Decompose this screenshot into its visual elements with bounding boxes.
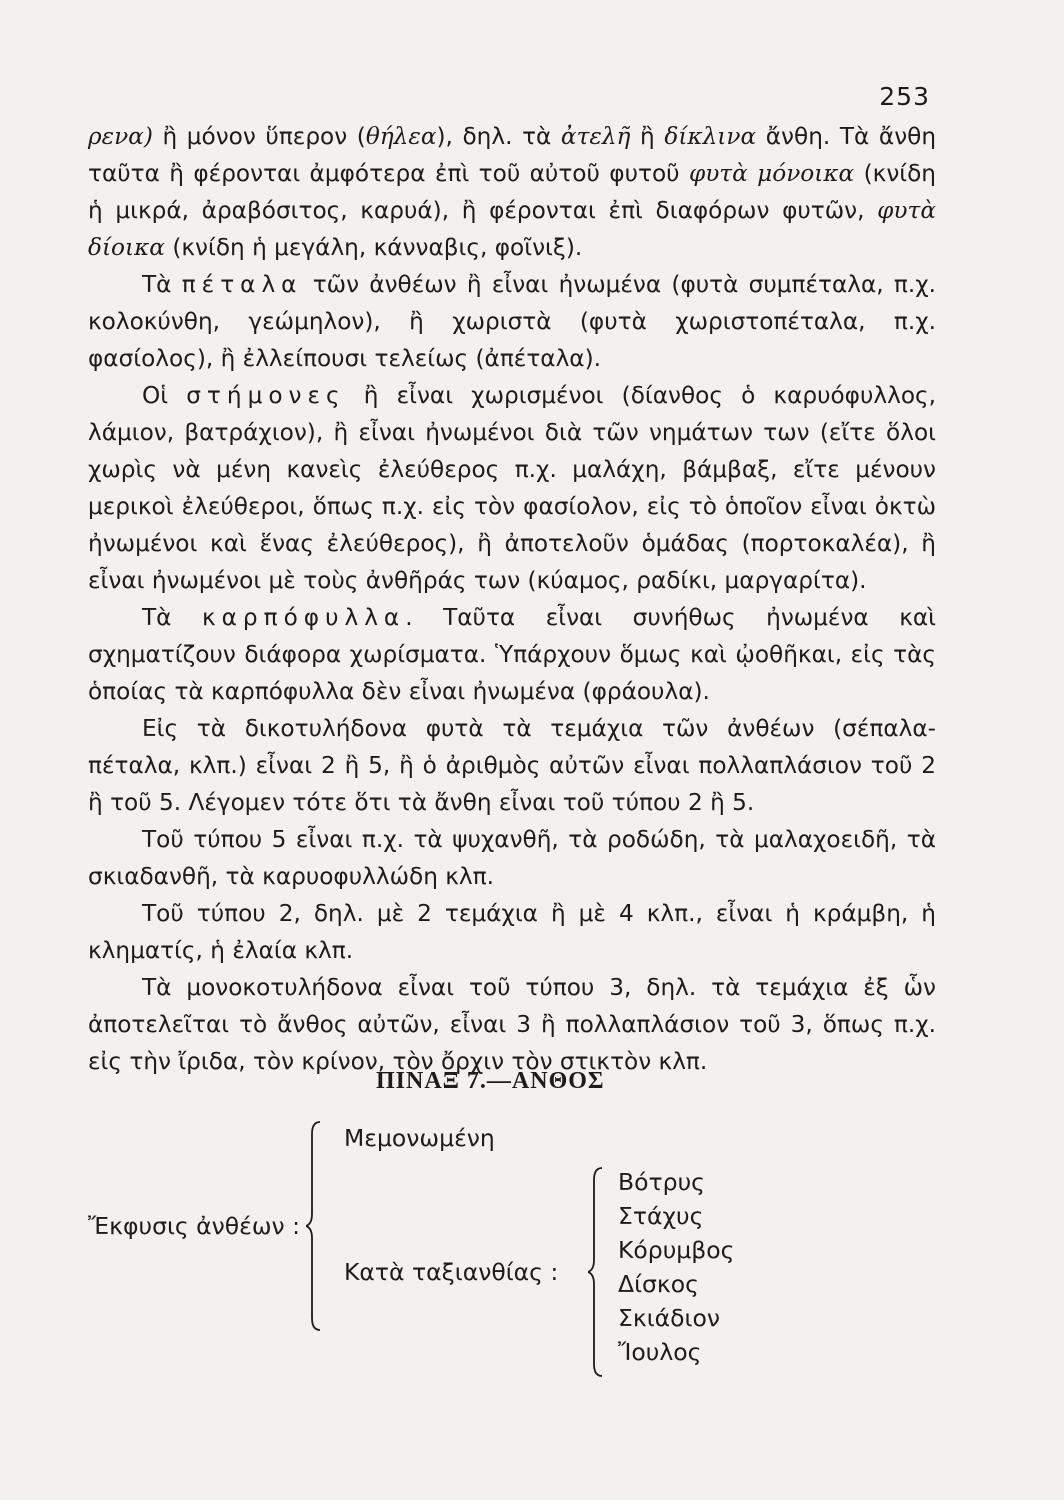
page-number: 253 <box>879 82 930 111</box>
inflorescence-item: Σκιάδιον <box>618 1304 720 1332</box>
inflorescence-item: Κόρυμβος <box>618 1236 735 1264</box>
text-run: (κνίδη ἡ μικρά, ἀραβόσιτος, καρυά), ἢ φέρονται ἐπὶ διαφόρων φυτῶν, <box>88 160 937 224</box>
paragraph <box>88 266 936 377</box>
text-run: δίκλινα <box>664 123 757 150</box>
inflorescence-item: Βότρυς <box>618 1168 705 1196</box>
inflorescence-item: Δίσκος <box>618 1270 699 1298</box>
text-run: ἀτελῆ <box>560 123 631 150</box>
table-branch-group: Κατὰ ταξιανθίας : <box>344 1258 559 1286</box>
text-run: στήμονες <box>186 382 346 409</box>
paragraph <box>88 710 936 821</box>
text-run: ἄνθη. Τὰ ἄνθη ταῦτα ἢ φέρονται ἀμφότερα ἐπὶ τοῦ αὐτοῦ φυτοῦ <box>88 123 937 187</box>
text-run: ἢ <box>630 123 665 150</box>
text-run: Τοῦ τύπου 5 εἶναι π.χ. τὰ ψυχανθῆ, τὰ ροδώδη, τὰ μαλαχοειδῆ, τὰ σκιαδανθῆ, τὰ καρυοφυλλώδη κλπ. <box>88 826 936 890</box>
text-run: . Ταῦτα εἶναι συνήθως ἠνωμένα καὶ σχηματίζουν διάφορα χωρίσματα. Ὑπάρχουν ὅμως καὶ ᾠοθῆκαι, εἰς τὰς ὁποίας τὰ καρπόφυλλα δὲν εἶναι ἠνωμένα (φράουλα). <box>88 604 936 705</box>
text-run: τῶν ἀνθέων ἢ εἶναι ἠνωμένα (φυτὰ συμπέταλα, π.χ. κολοκύνθη, γεώμηλον), ἢ χωριστὰ (φυτὰ χωριστοπέταλα, π.χ. φασίολος), ἢ ἐλλείπουσι τελείως (ἀπέταλα). <box>88 271 937 372</box>
paragraph <box>88 821 936 895</box>
paragraph <box>88 118 936 266</box>
text-run: φυτὰ μόνοικα <box>688 160 855 187</box>
table-root-label: Ἔκφυσις ἀνθέων : <box>88 1212 301 1240</box>
text-run: Οἱ <box>142 382 187 409</box>
text-run: Τὰ <box>142 604 202 631</box>
text-run: ), δηλ. τὰ <box>436 123 561 150</box>
inflorescence-item: Στάχυς <box>618 1202 704 1230</box>
paragraph <box>88 377 936 599</box>
text-run: καρπόφυλλα <box>201 604 406 631</box>
paragraph <box>88 599 936 710</box>
text-run: πέταλα <box>181 271 303 298</box>
inflorescence-item: Ἴουλος <box>618 1338 702 1366</box>
text-run: Τοῦ τύπου 2, δηλ. μὲ 2 τεμάχια ἢ μὲ 4 κλπ., εἶναι ἡ κράμβη, ἡ κληματίς, ἡ ἐλαία κλπ. <box>88 900 936 964</box>
text-run: ρενα) <box>88 123 163 150</box>
text-run: φυτὰ δίοικα <box>88 197 936 261</box>
paragraph <box>88 895 936 969</box>
body-text <box>88 118 936 1080</box>
text-run: ἢ εἶναι χωρισμένοι (δίανθος ὁ καρυόφυλλος, λάμιον, βατράχιον), ἢ εἶναι ἠνωμένοι διὰ τῶν νημάτων των (εἴτε ὅλοι χωρὶς νὰ μένη κανεὶς ἐλεύθερος π.χ. μαλάχη, βάμβαξ, εἴτε μένουν μερικοὶ ἐλεύθεροι, ὅπως π.χ. εἰς τὸν φασίολον, εἰς τὸ ὁποῖον εἶναι ὀκτὼ ἠνωμένοι καὶ ἕνας ἐλεύθερος), ἢ ἀποτελοῦν ὁμάδας (πορτοκαλέα), ἢ εἶναι ἠνωμένοι μὲ τοὺς ἀνθῆράς των (κύαμος, ραδίκι, μαργαρίτα). <box>88 382 936 594</box>
text-run: Τὰ μονοκοτυλήδονα εἶναι τοῦ τύπου 3, δηλ. τὰ τεμάχια ἐξ ὧν ἀποτελεῖται τὸ ἄνθος αὐτῶν, εἶναι 3 ἢ πολλαπλάσιον τοῦ 3, ὅπως π.χ. εἰς τὴν ἴριδα, τὸν κρίνον, τὸν ὄρχιν τὸν στικτὸν κλπ. <box>88 974 936 1075</box>
text-run: θήλεα <box>365 123 437 150</box>
outer-brace <box>306 1120 326 1332</box>
text-run: Τὰ <box>142 271 182 298</box>
text-run: ἢ μόνον ὕπερον ( <box>162 123 366 150</box>
table-title: ΠΙΝΑΞ 7.—ΑΝΘΟΣ <box>376 1068 605 1094</box>
inner-brace <box>588 1166 608 1378</box>
table-branch-single: Μεμονωμένη <box>344 1124 495 1152</box>
text-run: (κνίδη ἡ μεγάλη, κάνναβις, φοῖνιξ). <box>164 234 583 261</box>
paragraph <box>88 969 936 1080</box>
text-run: Εἰς τὰ δικοτυλήδονα φυτὰ τὰ τεμάχια τῶν ἀνθέων (σέπαλα-πέταλα, κλπ.) εἶναι 2 ἢ 5, ἢ ὁ ἀριθμὸς αὐτῶν εἶναι πολλαπλάσιον τοῦ 2 ἢ τοῦ 5. Λέγομεν τότε ὅτι τὰ ἄνθη εἶναι τοῦ τύπου 2 ἢ 5. <box>88 715 936 816</box>
